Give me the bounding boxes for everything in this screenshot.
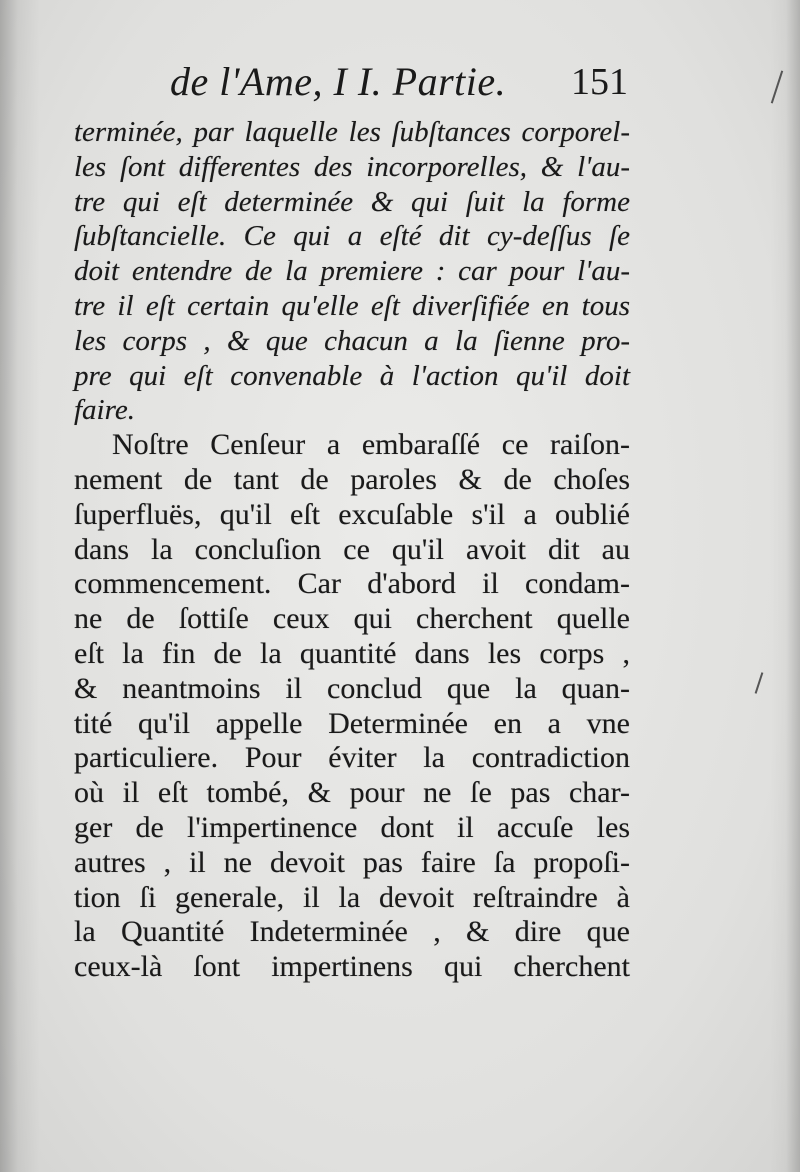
text-line: ne de ſottiſe ceux qui cherchent quelle xyxy=(74,602,630,636)
text-line: Noſtre Cenſeur a embaraſſé ce raiſon- xyxy=(112,428,630,462)
page-number: 151 xyxy=(571,61,628,103)
text-line: ceux-là ſont impertinens qui cherchent xyxy=(74,950,630,984)
text-line: ger de l'impertinence dont il accuſe les xyxy=(74,810,630,844)
text-line: la Quantité Indeterminée , & dire que xyxy=(74,915,630,949)
text-line: tion ſi generale, il la devoit reſtraindre à xyxy=(74,880,630,914)
running-title: de l'Ame, I I. Partie. xyxy=(170,59,507,104)
text-line: terminée, par laquelle les ſubſtances corporel- xyxy=(74,116,630,148)
ink-speck xyxy=(755,672,764,694)
text-line: & neantmoins il conclud que la quan- xyxy=(74,671,630,705)
text-line: les corps , & que chacun a la ſienne pro- xyxy=(74,324,630,357)
text-line: particuliere. Pour éviter la contradiction xyxy=(74,741,630,775)
text-line: ſuperfluës, qu'il eſt excuſable s'il a oublié xyxy=(74,497,630,531)
text-line: pre qui eſt convenable à l'action qu'il doit xyxy=(74,359,630,392)
text-line: tre qui eſt determinée & qui ſuit la forme xyxy=(74,185,630,218)
ink-speck xyxy=(771,71,783,104)
text-line: faire. xyxy=(74,394,135,427)
text-line: ſubſtancielle. Ce qui a eſté dit cy-deſſus ſe xyxy=(74,220,630,253)
text-line: commencement. Car d'abord il condam- xyxy=(74,567,630,601)
text-line: les ſont differentes des incorporelles, & l'au- xyxy=(74,150,630,183)
running-head xyxy=(170,58,630,108)
text-line: nement de tant de paroles & de choſes xyxy=(74,462,630,496)
page-body xyxy=(74,115,630,985)
text-line: autres , il ne devoit pas faire ſa propoſi- xyxy=(74,845,630,879)
text-line: où il eſt tombé, & pour ne ſe pas char- xyxy=(74,776,630,810)
text-line: eſt la fin de la quantité dans les corps , xyxy=(74,636,630,670)
roman-paragraph xyxy=(74,428,630,985)
text-line: tre il eſt certain qu'elle eſt diverſifiée en tous xyxy=(74,289,630,322)
text-line: dans la concluſion ce qu'il avoit dit au xyxy=(74,532,630,566)
text-line: doit entendre de la premiere : car pour l'au- xyxy=(74,255,630,288)
italic-passage xyxy=(74,115,630,428)
text-line: tité qu'il appelle Determinée en a vne xyxy=(74,706,630,740)
